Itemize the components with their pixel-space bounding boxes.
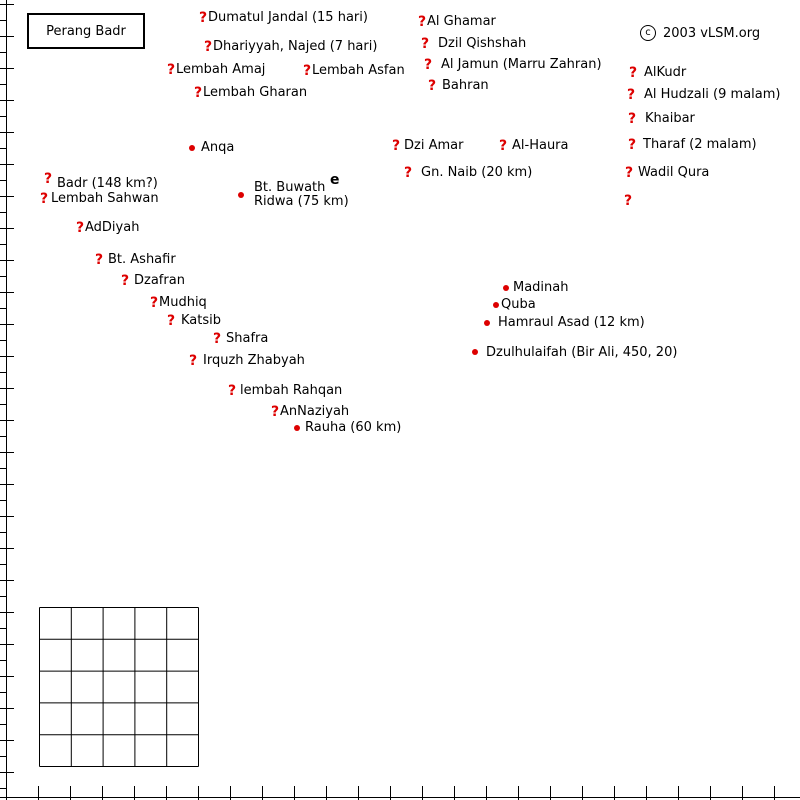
question-marker-icon: ? bbox=[417, 14, 427, 30]
question-marker-icon: ? bbox=[391, 138, 401, 154]
place-mudhiq[interactable] bbox=[149, 295, 207, 311]
place-shafra[interactable] bbox=[212, 331, 268, 347]
question-marker-icon: ? bbox=[627, 111, 637, 127]
question-marker-icon: ? bbox=[423, 57, 433, 73]
place-label: Mudhiq bbox=[159, 295, 207, 310]
question-marker-icon: ? bbox=[212, 331, 222, 347]
question-marker-icon: ? bbox=[302, 63, 312, 79]
question-marker-icon: ? bbox=[203, 39, 213, 55]
place-bahran[interactable] bbox=[427, 78, 489, 94]
place-lembah-gharan[interactable] bbox=[193, 85, 307, 101]
place-anqa[interactable] bbox=[189, 140, 234, 156]
place-label: AnNaziyah bbox=[280, 404, 350, 419]
place-label: Katsib bbox=[181, 313, 221, 328]
place-label: Dhariyyah, Najed (7 hari) bbox=[213, 39, 378, 54]
question-marker-icon: ? bbox=[420, 36, 430, 52]
place-label: Shafra bbox=[226, 331, 269, 346]
place-katsib[interactable] bbox=[166, 313, 221, 329]
dot-marker-icon bbox=[503, 285, 509, 291]
place-dzulhulaifah[interactable] bbox=[472, 337, 677, 361]
question-marker-icon: ? bbox=[43, 171, 53, 187]
place-label: Al Hudzali (9 malam) bbox=[644, 87, 781, 102]
place-label: Bt. Ashafir bbox=[108, 252, 176, 267]
place-label: AdDiyah bbox=[85, 220, 140, 235]
question-marker-icon: ? bbox=[427, 78, 437, 94]
place-dzi-amar[interactable] bbox=[391, 138, 463, 154]
place-label: Bt. Buwath bbox=[254, 180, 326, 195]
place-quba[interactable] bbox=[493, 297, 536, 313]
place-madinah[interactable] bbox=[503, 280, 569, 296]
place-label: Lembah Amaj bbox=[176, 62, 266, 77]
place-label: Quba bbox=[501, 297, 536, 312]
place-hamraul-asad[interactable] bbox=[484, 315, 645, 331]
place-label: Rauha (60 km) bbox=[305, 420, 402, 435]
place-label: AlKudr bbox=[644, 65, 687, 80]
place-label: Dzafran bbox=[134, 273, 185, 288]
place-al-jamun[interactable] bbox=[423, 57, 602, 73]
copyright-text: 2003 vLSM.org bbox=[663, 25, 761, 41]
place-label: Lembah Asfan bbox=[312, 63, 405, 78]
question-marker-icon: ? bbox=[193, 85, 203, 101]
question-marker-icon: ? bbox=[270, 404, 280, 420]
place-label: Gn. Naib (20 km) bbox=[421, 165, 533, 180]
question-marker-icon: ? bbox=[149, 295, 159, 311]
question-marker-icon: ? bbox=[166, 62, 176, 78]
dot-marker-icon bbox=[484, 320, 490, 326]
question-marker-icon: ? bbox=[403, 165, 413, 181]
place-tharaf[interactable] bbox=[627, 137, 757, 153]
question-marker-icon: ? bbox=[498, 138, 508, 154]
place-label: Khaibar bbox=[645, 111, 695, 126]
question-marker-icon: ? bbox=[75, 220, 85, 236]
left-axis-ruler bbox=[0, 0, 14, 800]
dot-marker-icon bbox=[472, 349, 478, 355]
place-al-ghamar[interactable] bbox=[417, 14, 496, 30]
bottom-axis-ruler bbox=[0, 786, 800, 800]
place-lembah-amaj[interactable] bbox=[166, 62, 265, 78]
question-marker-icon: ? bbox=[198, 10, 208, 26]
place-dumatul-jandal[interactable] bbox=[198, 10, 368, 26]
question-marker-icon: ? bbox=[626, 87, 636, 103]
place-addiyah[interactable] bbox=[75, 220, 139, 236]
e-annotation: e bbox=[330, 172, 340, 188]
place-lembah-asfan[interactable] bbox=[302, 63, 405, 79]
place-dzafran[interactable] bbox=[120, 273, 185, 289]
question-marker-icon: ? bbox=[166, 313, 176, 329]
place-alkudr[interactable] bbox=[628, 65, 686, 81]
place-label: Lembah Sahwan bbox=[51, 191, 159, 206]
place-unlabeled[interactable] bbox=[623, 193, 633, 209]
question-marker-icon: ? bbox=[624, 165, 634, 181]
dot-marker-icon bbox=[238, 192, 244, 198]
place-label: Irquzh Zhabyah bbox=[203, 353, 305, 368]
place-rauha[interactable] bbox=[294, 420, 401, 436]
place-dzil-qishshah[interactable] bbox=[420, 36, 526, 52]
place-label: Anqa bbox=[201, 140, 235, 155]
place-badr[interactable] bbox=[43, 166, 158, 192]
place-label: Bahran bbox=[442, 78, 489, 93]
place-label: Badr (148 km?) bbox=[57, 176, 158, 191]
dot-marker-icon bbox=[189, 145, 195, 151]
place-label: Dzil Qishshah bbox=[438, 36, 527, 51]
place-label: Hamraul Asad (12 km) bbox=[498, 315, 645, 330]
place-al-haura[interactable] bbox=[498, 138, 569, 154]
question-marker-icon: ? bbox=[120, 273, 130, 289]
place-label: Madinah bbox=[513, 280, 569, 295]
place-annaziyah[interactable] bbox=[270, 404, 349, 420]
place-label: Al-Haura bbox=[512, 138, 569, 153]
place-label: Al Jamun (Marru Zahran) bbox=[441, 57, 602, 72]
question-marker-icon: ? bbox=[623, 193, 633, 209]
question-marker-icon: ? bbox=[39, 191, 49, 207]
place-wadil-qura[interactable] bbox=[624, 165, 709, 181]
place-gn-naib[interactable] bbox=[403, 165, 532, 181]
dot-marker-icon bbox=[294, 425, 300, 431]
place-label: lembah Rahqan bbox=[240, 383, 343, 398]
copyright-icon: c bbox=[640, 25, 656, 41]
place-lembah-sahwan[interactable] bbox=[39, 191, 159, 207]
place-label: Dzulhulaifah (Bir Ali, 450, 20) bbox=[486, 345, 678, 360]
place-lembah-rahqan[interactable] bbox=[227, 383, 342, 399]
question-marker-icon: ? bbox=[94, 252, 104, 268]
place-label: Lembah Gharan bbox=[203, 85, 308, 100]
copyright-notice bbox=[640, 25, 760, 41]
legend-grid bbox=[40, 608, 199, 767]
question-marker-icon: ? bbox=[628, 65, 638, 81]
place-khaibar[interactable] bbox=[627, 111, 695, 127]
question-marker-icon: ? bbox=[627, 137, 637, 153]
place-label: Al Ghamar bbox=[427, 14, 496, 29]
place-label: Wadil Qura bbox=[638, 165, 710, 180]
map-title: Perang Badr bbox=[27, 13, 145, 49]
place-irquzh-zhabyah[interactable] bbox=[188, 353, 305, 369]
ridwa-label: Ridwa (75 km) bbox=[254, 194, 349, 209]
question-marker-icon: ? bbox=[188, 353, 198, 369]
question-marker-icon: ? bbox=[227, 383, 237, 399]
place-bt-ashafir[interactable] bbox=[94, 252, 176, 268]
place-dhariyyah-najed[interactable] bbox=[203, 39, 377, 55]
dot-marker-icon bbox=[493, 302, 499, 308]
place-al-hudzali[interactable] bbox=[626, 87, 780, 103]
place-label: Dzi Amar bbox=[404, 138, 464, 153]
place-label: Tharaf (2 malam) bbox=[643, 137, 757, 152]
place-label: Dumatul Jandal (15 hari) bbox=[208, 10, 368, 25]
